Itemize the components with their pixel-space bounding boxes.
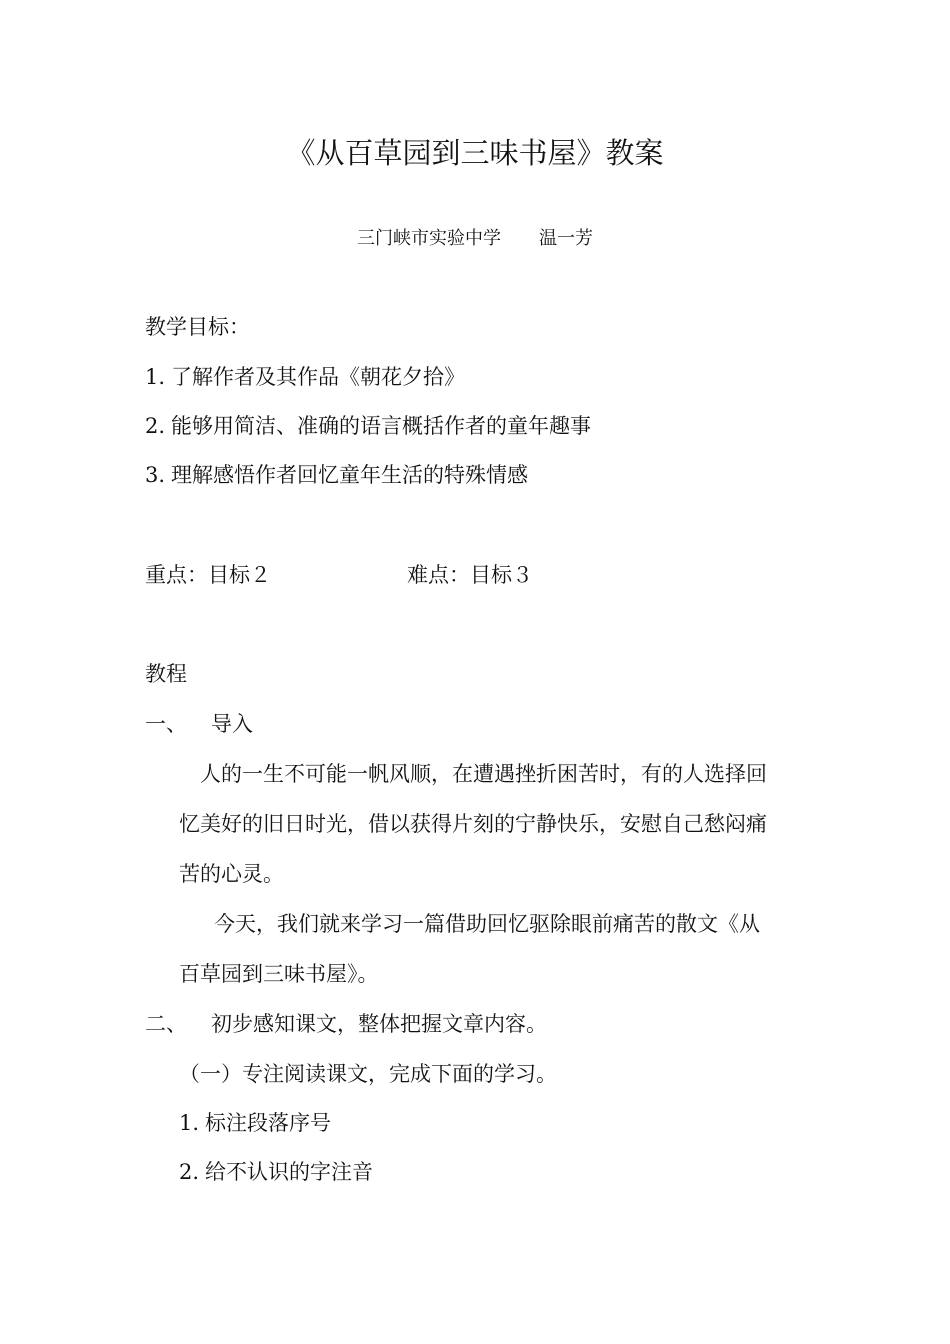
task-number: 1. bbox=[179, 1111, 200, 1135]
task-text: 标注段落序号 bbox=[205, 1111, 332, 1135]
author-name: 温一芳 bbox=[539, 228, 593, 249]
objective-item bbox=[145, 461, 528, 489]
objective-number: 3. bbox=[145, 463, 166, 487]
objectives-heading: 教学目标： bbox=[145, 315, 250, 339]
objective-number: 1. bbox=[145, 365, 166, 389]
intro-paragraph-line: 人的一生不可能一帆风顺，在遭遇挫折困苦时，有的人选择回 bbox=[200, 762, 767, 786]
objective-text: 理解感悟作者回忆童年生活的特殊情感 bbox=[171, 463, 529, 487]
section-number: 一、 bbox=[145, 712, 187, 736]
section-number: 二、 bbox=[145, 1012, 187, 1036]
section-heading bbox=[145, 710, 253, 738]
section-title: 导入 bbox=[211, 712, 253, 736]
task-text: 给不认识的字注音 bbox=[205, 1160, 374, 1184]
key-point: 重点：目标２ bbox=[145, 563, 271, 587]
author-line bbox=[0, 226, 950, 252]
process-heading: 教程 bbox=[145, 662, 187, 686]
objective-item bbox=[145, 363, 465, 391]
intro-paragraph-line: 忆美好的旧日时光，借以获得片刻的宁静快乐，安慰自己愁闷痛 bbox=[179, 812, 767, 836]
task-number: 2. bbox=[179, 1160, 200, 1184]
objective-text: 了解作者及其作品《朝花夕拾》 bbox=[171, 365, 466, 389]
intro-paragraph-line: 苦的心灵。 bbox=[179, 862, 284, 886]
school-name: 三门峡市实验中学 bbox=[357, 228, 501, 249]
section-heading bbox=[145, 1010, 547, 1038]
subsection-heading: （一）专注阅读课文，完成下面的学习。 bbox=[179, 1062, 557, 1086]
task-item bbox=[179, 1109, 331, 1137]
objective-text: 能够用简洁、准确的语言概括作者的童年趣事 bbox=[171, 414, 592, 438]
objective-number: 2. bbox=[145, 414, 166, 438]
task-item bbox=[179, 1158, 373, 1186]
difficult-point: 难点：目标３ bbox=[407, 563, 533, 587]
document-title: 《从百草园到三味书屋》教案 bbox=[286, 136, 664, 170]
section-title: 初步感知课文，整体把握文章内容。 bbox=[211, 1012, 547, 1036]
intro-paragraph-line: 今天，我们就来学习一篇借助回忆驱除眼前痛苦的散文《从 bbox=[214, 912, 760, 936]
intro-paragraph-line: 百草园到三味书屋》。 bbox=[179, 962, 379, 986]
objective-item bbox=[145, 412, 591, 440]
